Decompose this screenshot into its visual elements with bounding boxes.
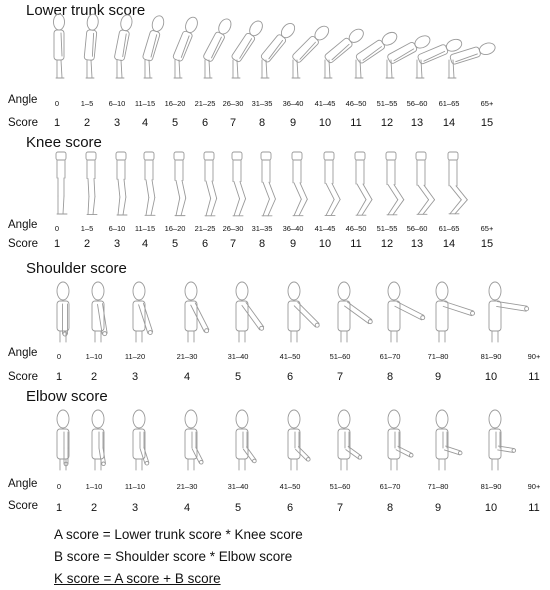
angle-value: 16–20 <box>164 224 186 233</box>
elbow-posture-figure <box>185 410 203 470</box>
angle-value: 0 <box>56 482 62 491</box>
score-value: 13 <box>410 238 424 250</box>
elbow-posture-figure <box>489 410 516 470</box>
score-value: 2 <box>83 238 91 250</box>
trunk-posture-figure <box>323 26 365 78</box>
knee-posture-figure <box>232 152 246 216</box>
score-value: 10 <box>484 502 498 514</box>
angle-value: 11–15 <box>134 99 156 108</box>
score-value: 10 <box>318 238 332 250</box>
score-value: 8 <box>258 117 266 129</box>
elbow-posture-figure <box>338 410 362 470</box>
knee-posture-figure <box>86 152 97 215</box>
shoulder-posture-figure <box>185 282 209 342</box>
score-value: 14 <box>442 117 456 129</box>
elbow-score-label: Score <box>8 500 39 512</box>
elbow-posture-figure <box>57 410 69 470</box>
angle-value: 21–25 <box>194 99 216 108</box>
shoulder-posture-figure <box>236 282 264 342</box>
trunk-posture-figure <box>230 19 265 78</box>
score-value: 11 <box>528 502 540 514</box>
score-value: 3 <box>131 502 139 514</box>
angle-value: 31–40 <box>227 482 249 491</box>
shoulder-posture-figure <box>388 282 425 342</box>
trunk-posture-figure <box>448 41 497 78</box>
angle-value: 16–20 <box>164 99 186 108</box>
angle-value: 36–40 <box>282 224 304 233</box>
angle-value: 0 <box>56 352 62 361</box>
angle-value: 31–35 <box>251 224 273 233</box>
knee-score-label: Score <box>8 238 39 250</box>
score-value: 6 <box>201 238 209 250</box>
elbow-posture-figure <box>92 410 105 470</box>
shoulder-posture-figure <box>133 282 153 342</box>
score-value: 7 <box>229 238 237 250</box>
angle-value: 36–40 <box>282 99 304 108</box>
score-value: 3 <box>113 117 121 129</box>
score-value: 7 <box>229 117 237 129</box>
angle-value: 21–25 <box>194 224 216 233</box>
trunk-posture-figure <box>114 14 134 78</box>
elbow-angle-label: Angle <box>8 478 38 490</box>
angle-value: 21–30 <box>176 352 198 361</box>
score-value: 4 <box>141 238 149 250</box>
angle-value: 51–60 <box>329 352 351 361</box>
angle-value: 11–15 <box>134 224 156 233</box>
angle-value: 31–35 <box>251 99 273 108</box>
angle-value: 26–30 <box>222 224 244 233</box>
elbow-posture-figure <box>288 410 310 470</box>
score-value: 1 <box>53 238 61 250</box>
score-value: 7 <box>336 502 344 514</box>
score-value: 9 <box>434 371 442 383</box>
score-value: 10 <box>484 371 498 383</box>
score-value: 12 <box>380 238 394 250</box>
angle-value: 1–10 <box>85 482 103 491</box>
angle-value: 31–40 <box>227 352 249 361</box>
score-value: 2 <box>90 371 98 383</box>
knee-posture-figure <box>261 152 275 216</box>
knee-posture-figure <box>292 152 307 216</box>
angle-value: 61–70 <box>379 352 401 361</box>
score-value: 6 <box>286 371 294 383</box>
lower-trunk-angle-label: Angle <box>8 94 38 106</box>
score-value: 5 <box>234 502 242 514</box>
shoulder-posture-figure <box>338 282 372 342</box>
score-value: 5 <box>234 371 242 383</box>
angle-value: 11–10 <box>124 482 146 491</box>
angle-value: 65+ <box>480 224 494 233</box>
score-value: 6 <box>201 117 209 129</box>
angle-value: 1–5 <box>80 99 94 108</box>
angle-value: 51–55 <box>376 99 398 108</box>
trunk-posture-figure <box>260 21 298 78</box>
knee-posture-figure <box>448 152 467 214</box>
score-value: 5 <box>171 117 179 129</box>
angle-value: 46–50 <box>345 224 367 233</box>
angle-value: 41–45 <box>314 99 336 108</box>
score-value: 8 <box>386 371 394 383</box>
score-value: 2 <box>83 117 91 129</box>
score-value: 3 <box>131 371 139 383</box>
angle-value: 51–60 <box>329 482 351 491</box>
score-value: 13 <box>410 117 424 129</box>
knee-angle-label: Angle <box>8 219 38 231</box>
shoulder-title: Shoulder score <box>26 260 127 277</box>
knee-posture-figure <box>204 152 217 216</box>
lower-trunk-score-label: Score <box>8 117 39 129</box>
angle-value: 46–50 <box>345 99 367 108</box>
score-value: 1 <box>55 502 63 514</box>
knee-posture-figure <box>386 152 404 215</box>
angle-value: 90+ <box>527 482 541 491</box>
angle-value: 51–55 <box>376 224 398 233</box>
angle-value: 41–45 <box>314 224 336 233</box>
score-value: 5 <box>171 238 179 250</box>
score-value: 3 <box>113 238 121 250</box>
score-value: 9 <box>289 117 297 129</box>
knee-posture-figure <box>416 152 435 214</box>
trunk-posture-figure <box>386 33 432 78</box>
angle-value: 56–60 <box>406 224 428 233</box>
score-value: 4 <box>183 371 191 383</box>
angle-value: 71–80 <box>427 482 449 491</box>
score-value: 8 <box>258 238 266 250</box>
trunk-posture-figure <box>202 17 233 78</box>
elbow-posture-figure <box>133 410 149 470</box>
score-value: 8 <box>386 502 394 514</box>
shoulder-posture-figure <box>489 282 529 342</box>
knee-posture-figure <box>56 152 67 214</box>
angle-value: 6–10 <box>108 224 126 233</box>
knee-title: Knee score <box>26 134 102 151</box>
score-value: 10 <box>318 117 332 129</box>
formula-b-score: B score = Shoulder score * Elbow score <box>54 549 293 564</box>
trunk-posture-figure <box>142 14 166 78</box>
shoulder-posture-figure <box>57 282 69 342</box>
trunk-posture-figure <box>416 37 464 78</box>
angle-value: 90+ <box>527 352 541 361</box>
shoulder-angle-label: Angle <box>8 347 38 359</box>
angle-value: 61–70 <box>379 482 401 491</box>
score-value: 1 <box>55 371 63 383</box>
shoulder-posture-figure <box>288 282 319 342</box>
angle-value: 26–30 <box>222 99 244 108</box>
angle-value: 41–50 <box>279 482 301 491</box>
elbow-title: Elbow score <box>26 388 108 405</box>
formula-k-score: K score = A score + B score <box>54 571 221 586</box>
elbow-posture-figure <box>436 410 462 470</box>
angle-value: 21–30 <box>176 482 198 491</box>
score-value: 11 <box>350 238 362 250</box>
score-value: 9 <box>289 238 297 250</box>
angle-value: 1–5 <box>80 224 94 233</box>
trunk-posture-figure <box>54 14 65 78</box>
score-value: 11 <box>350 117 362 129</box>
trunk-posture-figure <box>172 15 200 78</box>
score-value: 6 <box>286 502 294 514</box>
score-value: 9 <box>434 502 442 514</box>
score-value: 15 <box>480 117 494 129</box>
angle-value: 56–60 <box>406 99 428 108</box>
score-value: 14 <box>442 238 456 250</box>
knee-posture-figure <box>144 152 155 215</box>
angle-value: 71–80 <box>427 352 449 361</box>
angle-value: 61–65 <box>438 224 460 233</box>
elbow-posture-figure <box>388 410 413 470</box>
lower-trunk-title: Lower trunk score <box>26 2 146 19</box>
score-value: 15 <box>480 238 494 250</box>
score-value: 2 <box>90 502 98 514</box>
trunk-posture-figure <box>355 30 399 78</box>
score-value: 7 <box>336 371 344 383</box>
score-value: 4 <box>183 502 191 514</box>
knee-posture-figure <box>174 152 186 216</box>
trunk-posture-figure <box>84 14 99 78</box>
knee-posture-figure <box>324 152 340 215</box>
angle-value: 41–50 <box>279 352 301 361</box>
angle-value: 81–90 <box>480 482 502 491</box>
angle-value: 6–10 <box>108 99 126 108</box>
angle-value: 11–20 <box>124 352 146 361</box>
elbow-posture-figure <box>236 410 256 470</box>
score-value: 12 <box>380 117 394 129</box>
knee-posture-figure <box>116 152 127 215</box>
score-value: 11 <box>528 371 540 383</box>
angle-value: 61–65 <box>438 99 460 108</box>
score-value: 1 <box>53 117 61 129</box>
formula-a-score: A score = Lower trunk score * Knee score <box>54 527 303 542</box>
angle-value: 81–90 <box>480 352 502 361</box>
shoulder-posture-figure <box>92 282 107 342</box>
shoulder-posture-figure <box>436 282 475 342</box>
angle-value: 65+ <box>480 99 494 108</box>
score-value: 4 <box>141 117 149 129</box>
angle-value: 0 <box>54 99 60 108</box>
knee-posture-figure <box>355 152 372 215</box>
shoulder-score-label: Score <box>8 371 39 383</box>
angle-value: 1–10 <box>85 352 103 361</box>
angle-value: 0 <box>54 224 60 233</box>
